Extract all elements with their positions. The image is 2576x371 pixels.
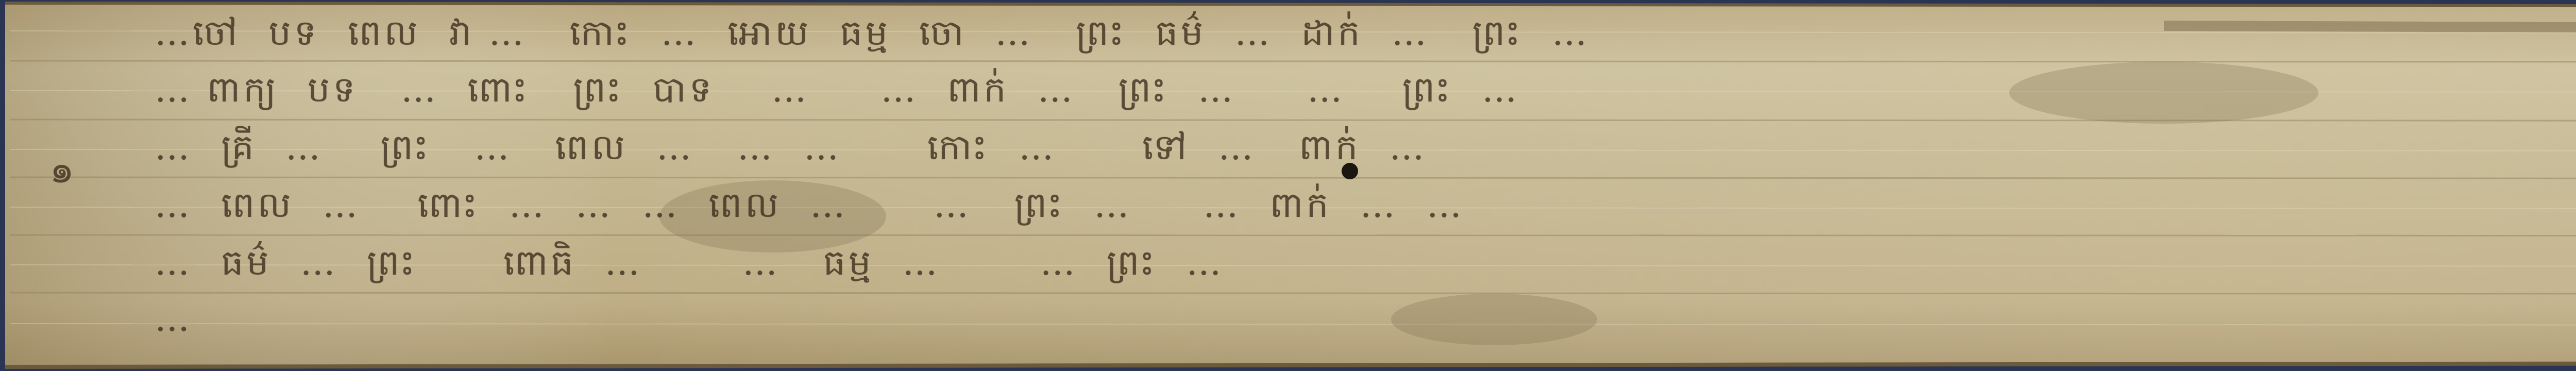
manuscript-line-4: … ​ ពេល ​ … ​ ​ ​ ពោះ ​ … ​ … ​ … ​ ពេល ​ … ​ ​ ​ ​ ​ … ​ ​ ព្រះ ​ … ​ ​ ​ ​ … ​ ពាក់ ​ … ​ … [155, 185, 1465, 226]
manuscript-line-5: … ​ ធម៌ ​ … ​ ព្រះ ​ ​ ​ ​ ​ ពោធិ ​ … ​ ​ ​ ​ ​ ​ … ​ ​ ធម្ម ​ … ​ ​ ​ ​ ​ ​ … ​ ព្រះ ​ … [155, 243, 1225, 283]
manuscript-line-3: … ​ គ្រី ​ … ​ ​ ​ ព្រះ ​ ​ … ​ ​ ពេល ​ … ​ ​ … ​ … ​ ​ ​ ​ ​ កោះ ​ … ​ ​ ​ ​ ​ ទៅ ​ … ​ ​ ពាក់ ​ … [155, 127, 1428, 168]
manuscript-line-1: …ចៅ ​ បទ ​ ពេល ​ វា … ​ ​ កោះ ​ … ​ អោយ ​ ធម្ម ​ ចោ ​ … ​ ​ ព្រះ ​ ធម៌ ​ … ​ ដាក់ ​ … ​ ​ ព្រះ ​ … [155, 13, 1590, 54]
manuscript-line-6: … [155, 299, 193, 340]
manuscript-line-2: …​ ពាក្យ ​ បទ ​ ​ … ​ ពោះ ​ ​ ព្រះ ​ បាទ ​ ​ ​ … ​ ​ ​ ​ … ​ ពាក់ ​ … ​ ​ ព្រះ ​ … ​ ​ ​ ​ … ​ ​ ​ ព្រះ ​ … [155, 70, 1520, 110]
folio-number: ๑ [49, 146, 75, 192]
